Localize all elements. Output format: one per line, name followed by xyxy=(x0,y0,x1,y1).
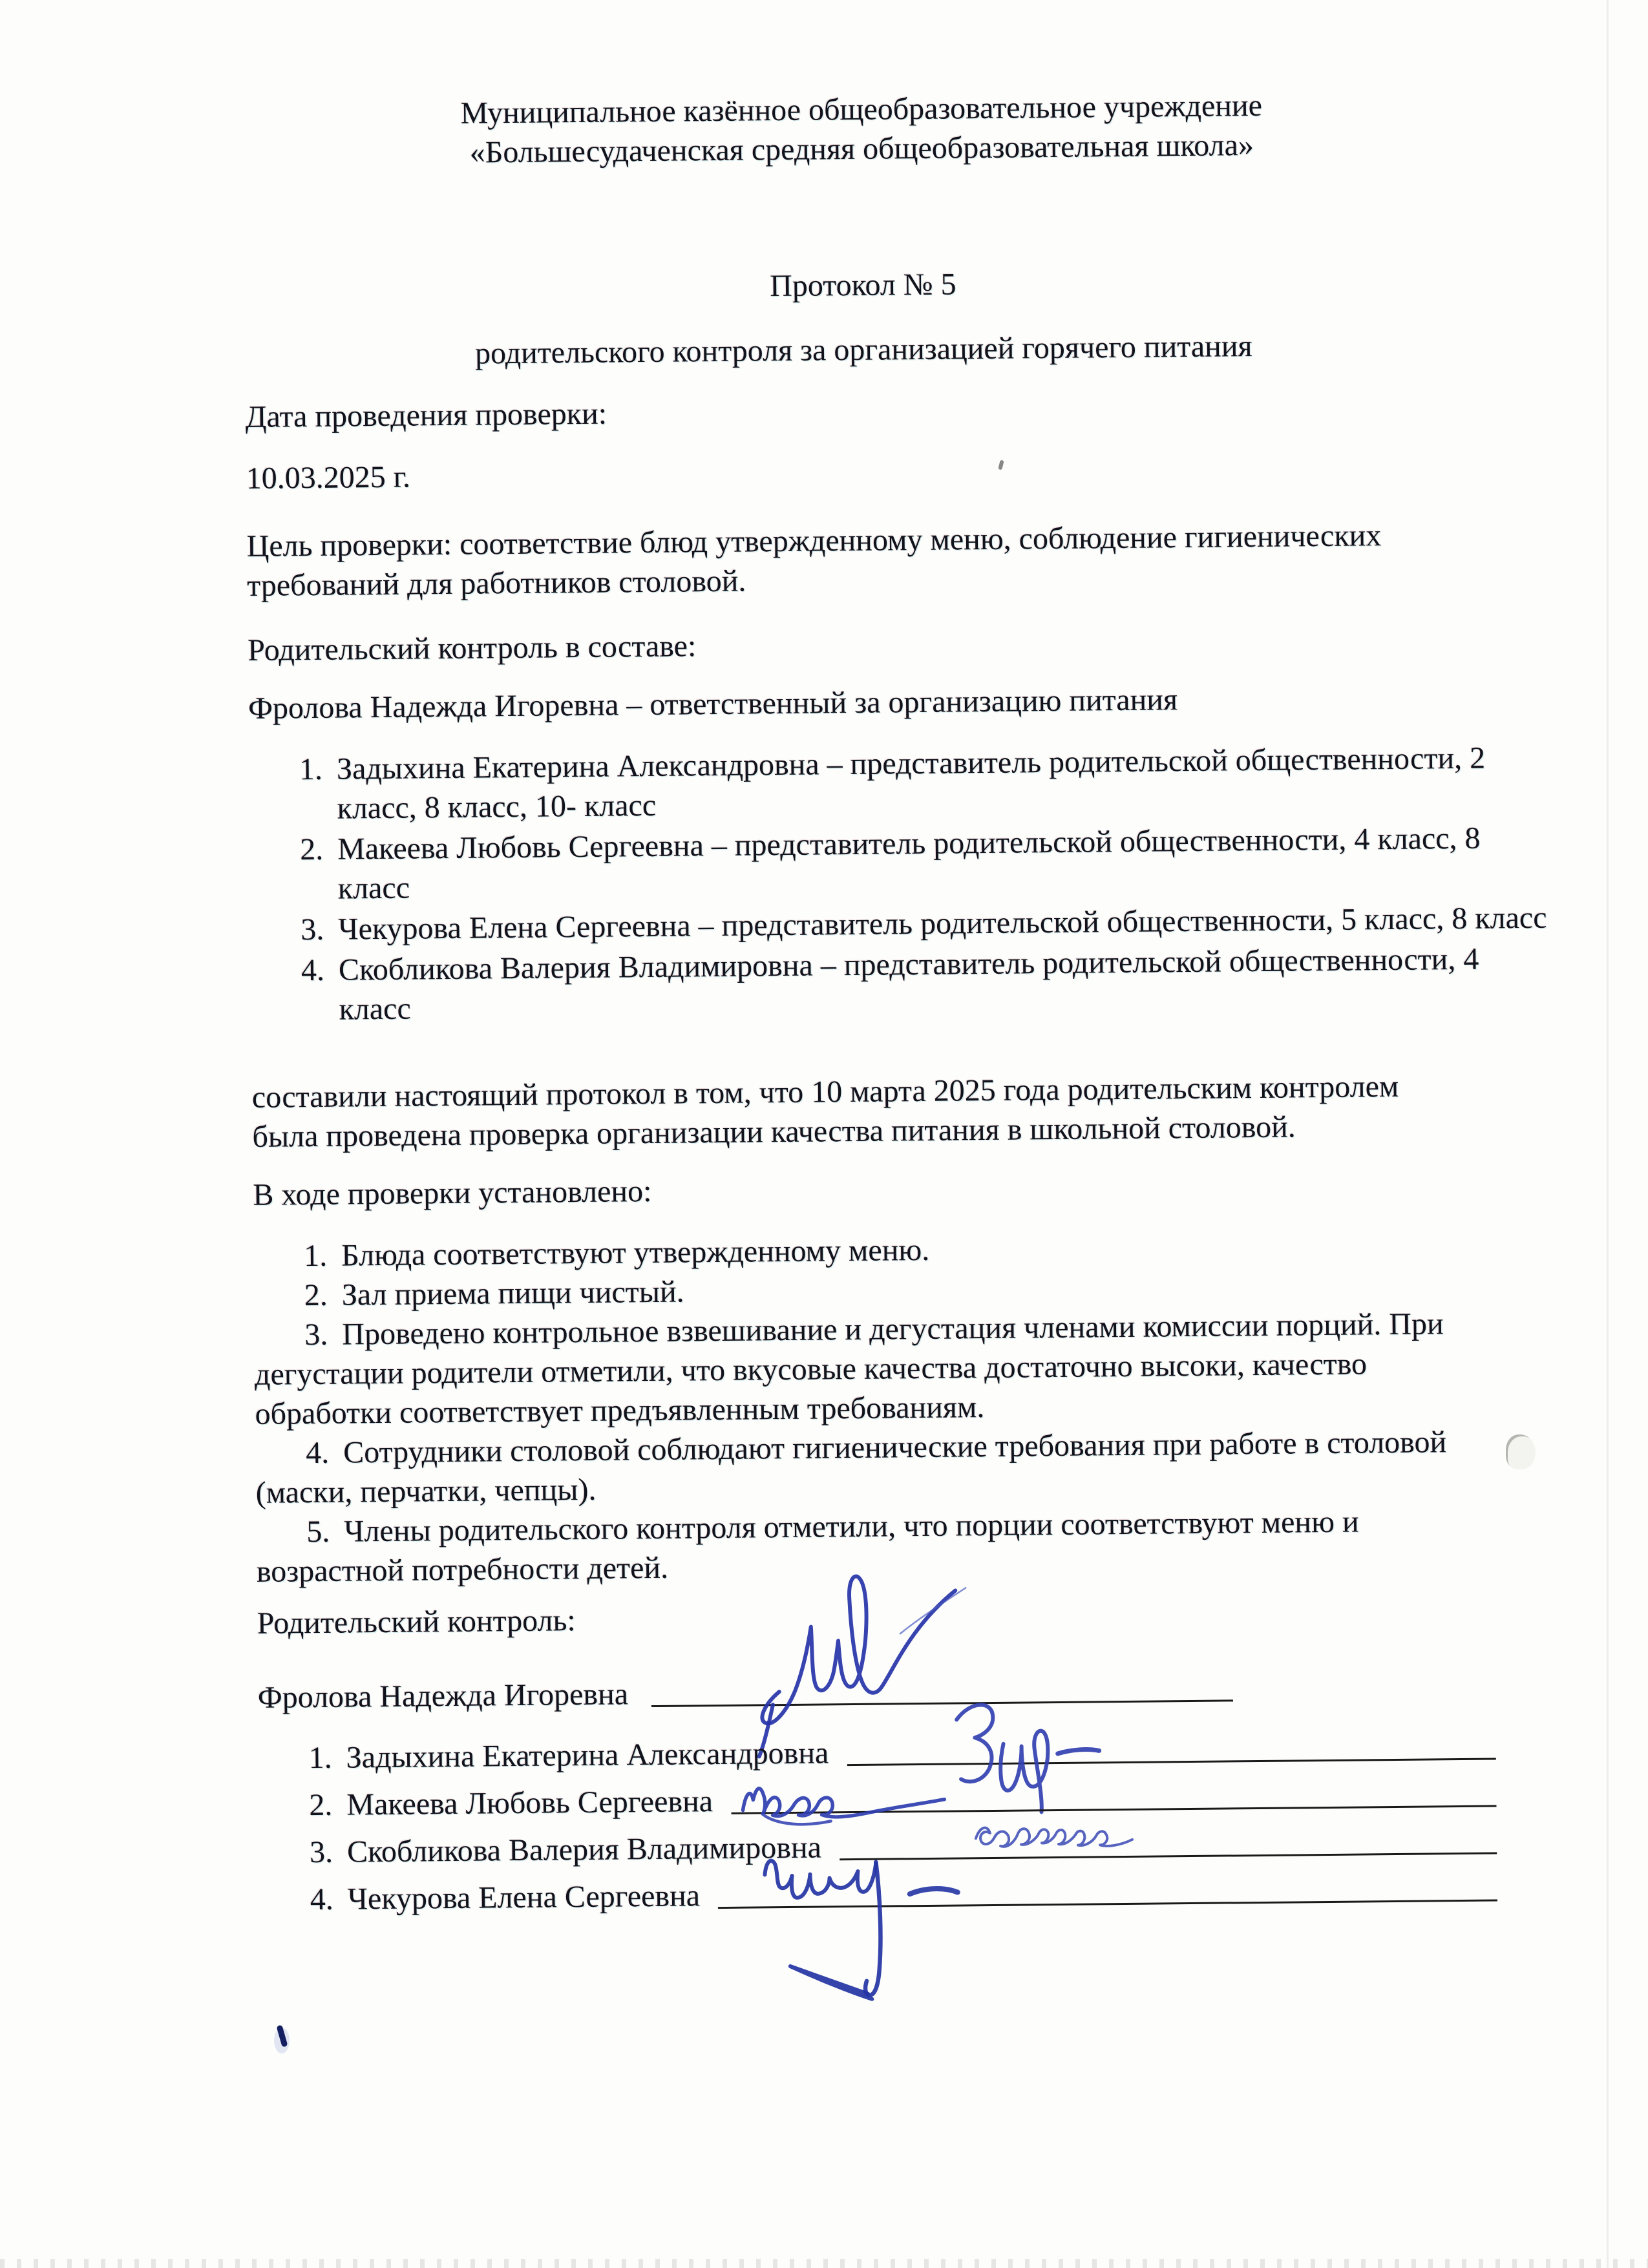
signer-number: 2. xyxy=(309,1787,333,1823)
finding-item: 3. Проведено контрольное взвешивание и дегустация членами комиссии порций. При дегустации родители отметили, что вкусовые качества достаточно высоки, качество обработки соответствует предъявленным требованиям. xyxy=(254,1307,1444,1431)
scan-smudge xyxy=(1506,1434,1536,1469)
signature-row-zadykhina xyxy=(258,1724,1496,1778)
member-text: Скобликова Валерия Владимировна – представитель родительской общественности, 4 класс xyxy=(338,941,1479,1027)
finding-item: 1. Блюда соответствуют утвержденному меню. xyxy=(253,1225,1491,1276)
scan-edge-noise xyxy=(0,2259,1648,2268)
purpose-paragraph: Цель проверки: соответствие блюд утвержденному меню, соблюдение гигиенических требований для работников столовой. xyxy=(246,518,1382,603)
committee-members-list xyxy=(249,739,1547,1030)
member-item xyxy=(251,940,1489,1030)
date-label: Дата проведения проверки: xyxy=(245,396,607,434)
signature-row-makeeva xyxy=(259,1770,1497,1825)
finding-item: 2. Зал приема пищи чистый. xyxy=(254,1265,1492,1316)
signature-line xyxy=(840,1852,1497,1860)
finding-item: 4. Сотрудники столовой соблюдают гигиенические требования при работе в столовой (маски, перчатки, чепцы). xyxy=(255,1425,1447,1510)
member-text: Макеева Любовь Сергеевна – представитель родительской общественности, 4 класс, 8 класс xyxy=(337,821,1481,906)
findings-list xyxy=(253,1225,1494,1591)
member-item xyxy=(249,819,1488,909)
signature-line xyxy=(731,1805,1496,1814)
signer-number: 3. xyxy=(309,1834,333,1870)
organization-name xyxy=(242,84,1481,174)
signer-number: 1. xyxy=(308,1740,332,1776)
member-number: 2. xyxy=(299,832,324,867)
finding-item: 5. Члены родительского контроля отметили, что порции соответствуют меню и возрастной потребности детей. xyxy=(256,1504,1359,1589)
committee-intro: Родительский контроль в составе: xyxy=(247,629,697,667)
protocol-title: Протокол № 5 xyxy=(769,267,956,304)
finding-number: 3. xyxy=(304,1317,328,1352)
member-text: Чекурова Елена Сергеевна – представитель родительской общественности, 5 класс, 8 класс xyxy=(338,900,1547,947)
member-item xyxy=(249,739,1487,829)
signature-row-frolova xyxy=(257,1657,1495,1717)
organization-name-line: «Большесудаченская средняя общеобразовательная школа» xyxy=(469,127,1254,170)
signature-heading: Родительский контроль: xyxy=(257,1603,576,1641)
scan-fold-line xyxy=(1607,0,1609,2268)
signer-name: Фролова Надежда Игоревна xyxy=(257,1677,629,1715)
findings-heading: В ходе проверки установлено: xyxy=(253,1173,652,1212)
protocol-subtitle: родительского контроля за организацией горячего питания xyxy=(474,329,1252,371)
member-number: 1. xyxy=(299,751,323,787)
organization-name-line: Муниципальное казённое общеобразовательное учреждение xyxy=(460,88,1263,131)
responsible-person-line: Фролова Надежда Игоревна – ответственный за организацию питания xyxy=(248,682,1178,726)
signature-row-chekurova xyxy=(259,1865,1497,1919)
signer-name: Задыхина Екатерина Александровна xyxy=(346,1736,829,1775)
finding-number: 2. xyxy=(304,1277,328,1313)
signature-line xyxy=(847,1758,1495,1766)
document-content xyxy=(242,84,1547,1924)
signers-list xyxy=(258,1724,1497,1920)
finding-number: 4. xyxy=(305,1435,330,1471)
statement-paragraph: составили настоящий протокол в том, что 10 марта 2025 года родительским контролем была проведена проверка организации качества питания в школьной столовой. xyxy=(251,1069,1399,1154)
signer-name: Скобликова Валерия Владимировна xyxy=(346,1830,822,1869)
ink-speck xyxy=(274,2025,291,2055)
member-number: 4. xyxy=(301,952,325,988)
signer-name: Макеева Любовь Сергеевна xyxy=(346,1784,713,1822)
signature-row-skoblikova xyxy=(259,1818,1497,1872)
signer-name: Чекурова Елена Сергеевна xyxy=(347,1878,701,1916)
signature-line xyxy=(718,1899,1497,1909)
signer-number: 4. xyxy=(310,1882,334,1917)
finding-number: 1. xyxy=(303,1238,328,1274)
member-text: Задыхина Екатерина Александровна – представитель родительской общественности, 2 класс, 8 класс, 10- класс xyxy=(336,740,1486,826)
finding-number: 5. xyxy=(306,1514,330,1549)
signature-line xyxy=(651,1699,1233,1707)
member-number: 3. xyxy=(301,912,324,947)
date-value: 10.03.2025 г. xyxy=(246,459,411,496)
